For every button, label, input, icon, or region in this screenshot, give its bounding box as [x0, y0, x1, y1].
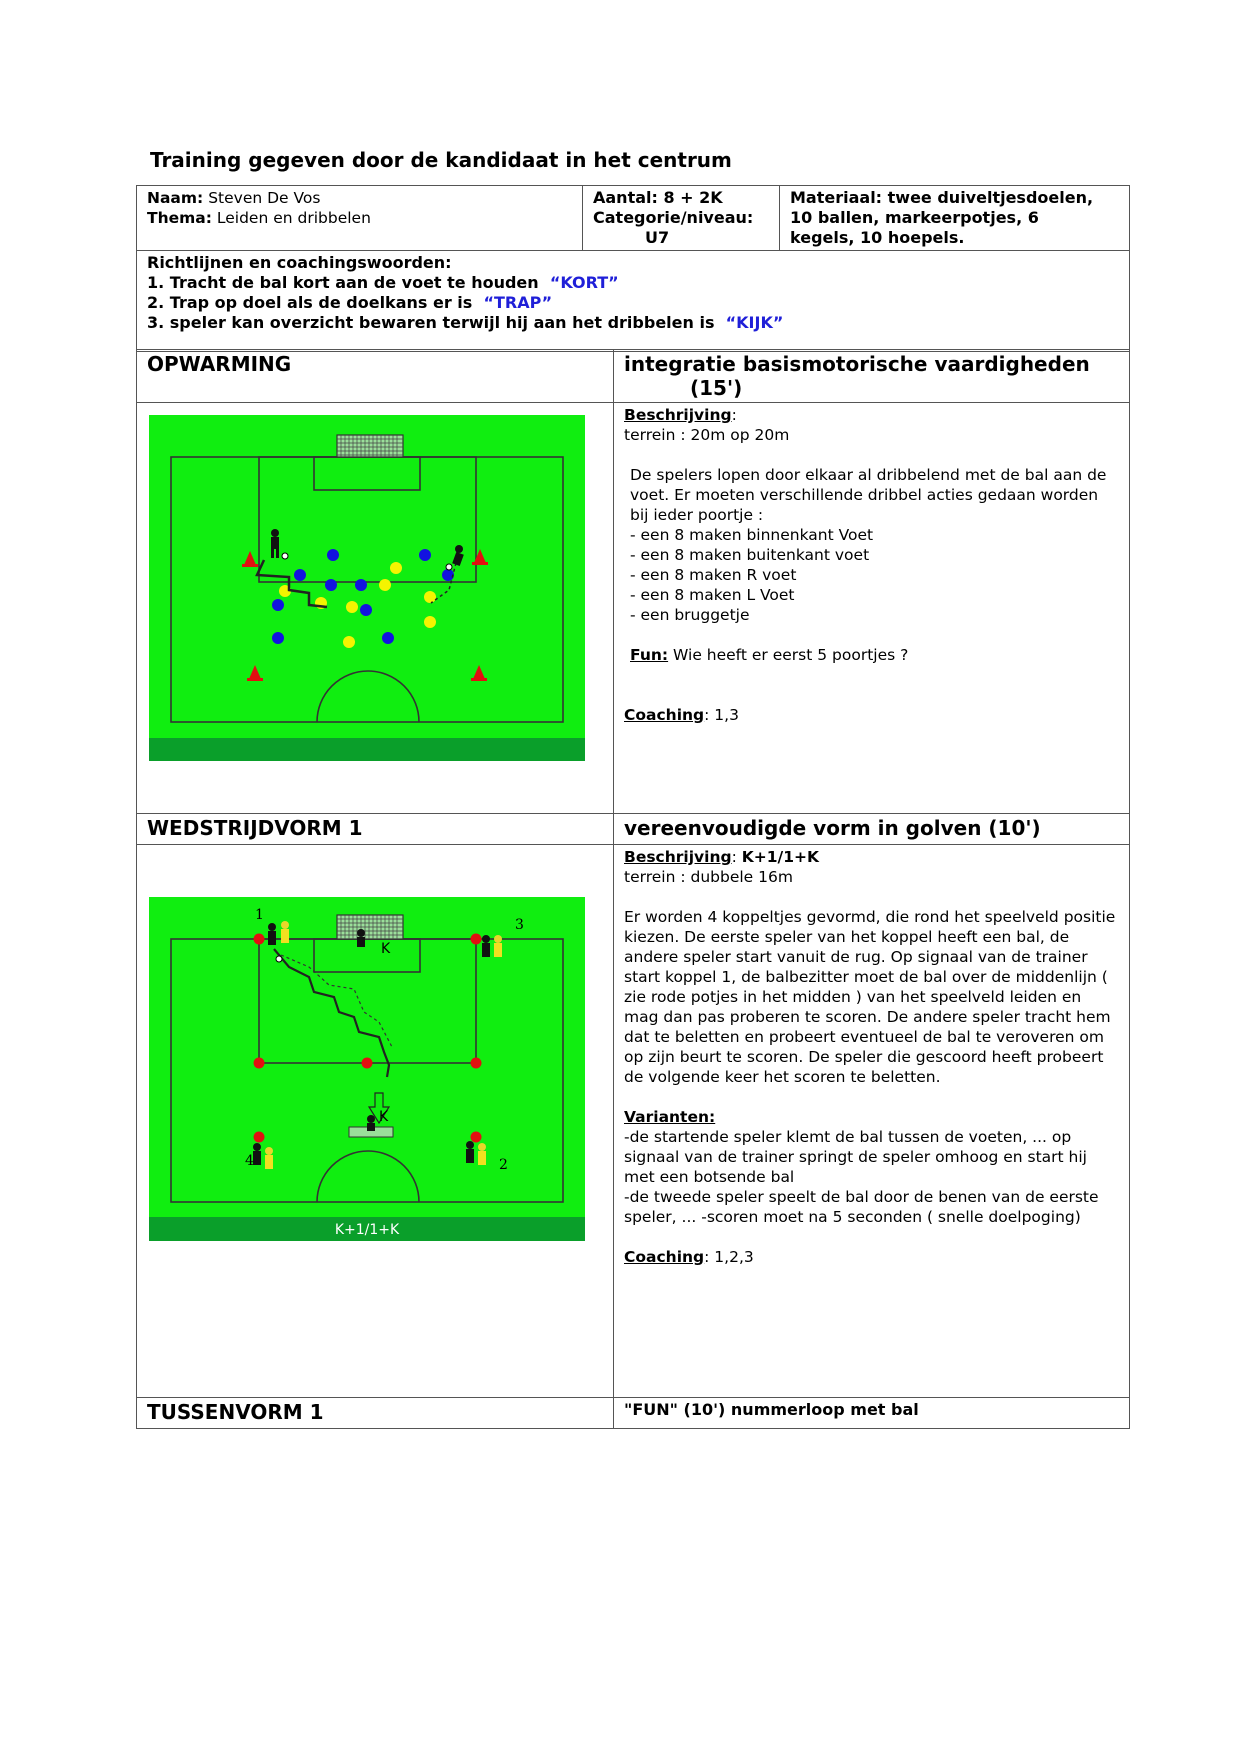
- keeper-label-top: K: [381, 941, 391, 957]
- keeper-top: [357, 929, 365, 947]
- wedstrijdvorm-title: WEDSTRIJDVORM 1: [137, 814, 614, 845]
- list-item: - een bruggetje: [630, 606, 750, 624]
- categorie-label: Categorie/niveau:: [593, 208, 754, 227]
- aantal: Aantal: 8 + 2K: [593, 188, 723, 207]
- tussenvorm-subtitle: "FUN" (10') nummerloop met bal: [614, 1398, 1130, 1429]
- beschrijving-label: Beschrijving: [624, 406, 732, 424]
- keyword-kijk: “KIJK”: [725, 313, 784, 332]
- coaching-value: : 1,2,3: [704, 1248, 754, 1266]
- richtlijn-2: 2. Trap op doel als de doelkans er is “TRAP”: [147, 293, 553, 312]
- pair-number-4: 4: [245, 1153, 254, 1169]
- materiaal-line1: Materiaal: twee duiveltjesdoelen,: [790, 188, 1094, 207]
- fun-text: Wie heeft er eerst 5 poortjes ?: [673, 646, 909, 664]
- materiaal-line2: 10 ballen, markeerpotjes, 6: [790, 208, 1039, 227]
- coaching-value: : 1,3: [704, 706, 739, 724]
- keeper-label-bottom: K: [379, 1109, 389, 1125]
- wedstrijdvorm-terrein: terrein : dubbele 16m: [624, 868, 793, 886]
- wedstrijdvorm-text-cell: Beschrijving: K+1/1+K terrein : dubbele 16m Er worden 4 koppeltjes gevormd, die rond het speelveld positie kiezen. De eerste speler van het koppel heeft een bal, de andere speler start vanuit de rug. Op signaal van de trainer start koppel 1, de balbezitter moet de bal over de middenlijn ( zie rode potjes in het midden ) van het speelveld leiden en mag dan pas proberen te scoren. De andere speler tracht hem dat te beletten en probeert eventueel de bal te veroveren om op zijn beurt te scoren. De speler die gescoord heeft probeert de volgende keer het scoren te beletten. Varianten: -de startende speler klemt de bal tussen de voeten, ... op signaal van de trainer springt de speler omhoog en start hij met een botsende bal -de tweede speler speelt de bal door de benen van de eerste speler, ... -scoren moet na 5 seconden ( snelle doelpoging) Coaching: 1,2,3: [614, 845, 1130, 1398]
- thema-value: Leiden en dribbelen: [216, 209, 371, 227]
- pitch-background: [149, 415, 585, 761]
- thema-label: Thema:: [147, 209, 212, 227]
- materiaal-line3: kegels, 10 hoepels.: [790, 228, 965, 247]
- coaching-label: Coaching: [624, 706, 705, 724]
- wedstrijdvorm-field-diagram: [149, 897, 585, 1241]
- wedstrijdvorm-subtitle: vereenvoudigde vorm in golven (10'): [614, 814, 1130, 845]
- tussenvorm-title: TUSSENVORM 1: [137, 1398, 614, 1429]
- training-table: [136, 185, 1130, 352]
- pair-number-2: 2: [499, 1157, 508, 1173]
- tussenvorm-row: [137, 1398, 1130, 1429]
- varianten-text: -de startende speler klemt de bal tussen de voeten, ... op signaal van de trainer springt de speler omhoog en start hij met een botsende bal -de tweede speler speelt de bal door de benen van de eerste speler, ... -scoren moet na 5 seconden ( snelle doelpoging): [624, 1128, 1099, 1226]
- richtlijnen-heading: Richtlijnen en coachingswoorden:: [147, 253, 452, 272]
- wedstrijdvorm-description: Er worden 4 koppeltjes gevormd, die rond het speelveld positie kiezen. De eerste speler van het koppel heeft een bal, de andere speler start vanuit de rug. Op signaal van de trainer start koppel 1, de balbezitter moet de bal over de middenlijn ( zie rode potjes in het midden ) van het speelveld leiden en mag dan pas proberen te scoren. De andere speler tracht hem dat te beletten en probeert eventueel de bal te veroveren om op zijn beurt te scoren. De speler die gescoord heeft probeert de volgende keer het scoren te beletten.: [624, 908, 1121, 1086]
- info-row: [137, 186, 1130, 251]
- varianten-label: Varianten:: [624, 1108, 716, 1126]
- sections-table: [136, 349, 1130, 1429]
- aantal-cell: [583, 186, 780, 251]
- richtlijn-1: 1. Tracht de bal kort aan de voet te houden “KORT”: [147, 273, 619, 292]
- opwarming-terrein: terrein : 20m op 20m: [624, 426, 790, 444]
- goal-net: [337, 915, 403, 939]
- opwarming-title: OPWARMING: [137, 350, 614, 403]
- pair-number-1: 1: [255, 907, 264, 923]
- wedstrijdvorm-body-row: [137, 845, 1130, 1398]
- beschrijving-label: Beschrijving: [624, 848, 732, 866]
- opwarming-field-diagram: [149, 415, 585, 761]
- opwarming-description: De spelers lopen door elkaar al dribbelend met de bal aan de voet. Er moeten verschillende dribbel acties gedaan worden bij ieder poortje :: [630, 466, 1112, 524]
- richtlijnen-row: [137, 251, 1130, 352]
- page-title: Training gegeven door de kandidaat in het centrum: [150, 148, 732, 172]
- keeper-bottom: [367, 1115, 375, 1131]
- beschrijving-value: K+1/1+K: [741, 848, 819, 866]
- opwarming-subtitle-line2: (15'): [690, 376, 743, 400]
- wedstrijdvorm-diagram-cell: [137, 845, 614, 1398]
- keyword-kort: “KORT”: [549, 273, 619, 292]
- list-item: - een 8 maken R voet: [630, 566, 797, 584]
- coaching-label: Coaching: [624, 1248, 705, 1266]
- list-item: - een 8 maken binnenkant Voet: [630, 526, 874, 544]
- opwarming-subtitle: [614, 350, 1130, 403]
- opwarming-text-cell: Beschrijving: terrein : 20m op 20m De spelers lopen door elkaar al dribbelend met de bal aan de voet. Er moeten verschillende dribbel acties gedaan worden bij ieder poortje : - een 8 maken binnenkant Voet - een 8 maken buitenkant voet - een 8 maken R voet - een 8 maken L Voet - een bruggetje Fun: Wie heeft er eerst 5 poortjes ? Coaching: 1,3: [614, 403, 1130, 814]
- opwarming-list: [624, 525, 1119, 625]
- naam-label: Naam:: [147, 189, 204, 207]
- list-item: - een 8 maken L Voet: [630, 586, 795, 604]
- fun-label: Fun:: [630, 646, 669, 664]
- list-item: - een 8 maken buitenkant voet: [630, 546, 870, 564]
- goal-net: [337, 435, 403, 457]
- opwarming-diagram-cell: [137, 403, 614, 814]
- materiaal-cell: [780, 186, 1130, 251]
- opwarming-body-row: [137, 403, 1130, 814]
- pitch-bottom-band: [149, 738, 585, 761]
- keyword-trap: “TRAP”: [483, 293, 553, 312]
- opwarming-subtitle-line1: integratie basismotorische vaardigheden: [624, 352, 1090, 376]
- naam-thema-cell: [137, 186, 583, 251]
- richtlijnen-cell: [137, 251, 1130, 352]
- pair-number-3: 3: [515, 917, 524, 933]
- categorie-value: U7: [645, 228, 670, 247]
- opwarming-header-row: [137, 350, 1130, 403]
- diagram-footer-label: K+1/1+K: [334, 1222, 400, 1238]
- naam-value: Steven De Vos: [208, 189, 321, 207]
- richtlijn-3: 3. speler kan overzicht bewaren terwijl hij aan het dribbelen is “KIJK”: [147, 313, 784, 332]
- wedstrijdvorm-header-row: [137, 814, 1130, 845]
